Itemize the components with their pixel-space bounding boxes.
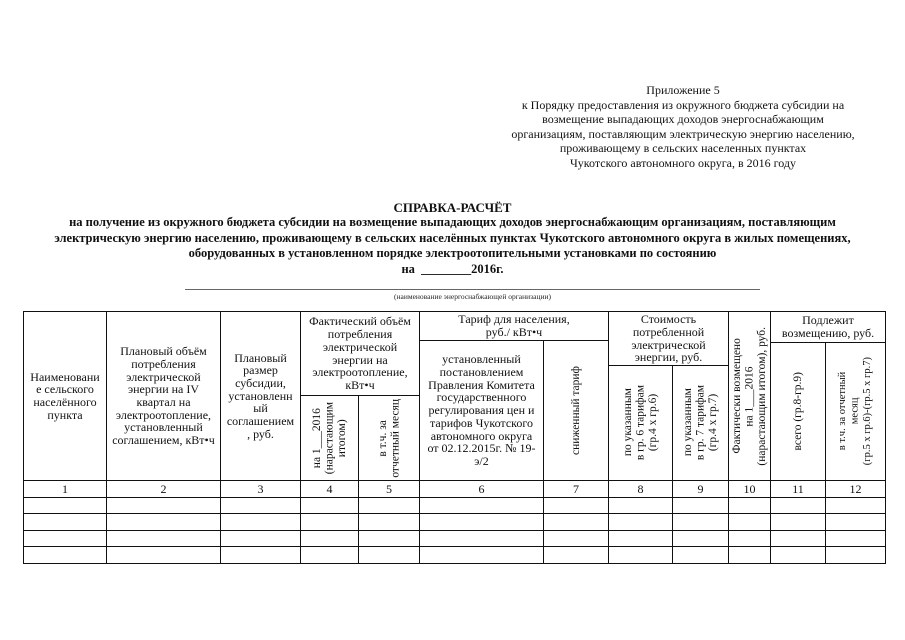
table-cell [359,498,420,514]
table-cell [771,531,826,547]
header-cost-by-col7-label: по указанным в гр. 7 тарифам (гр.4 х гр.7) [681,385,719,461]
column-number: 5 [359,481,420,498]
table-cell [420,514,544,531]
header-actually-reimbursed [728,311,771,481]
header-tariff-reduced [543,340,609,481]
column-number: 12 [826,481,886,498]
table-cell [107,531,221,547]
table-cell [544,547,609,564]
header-planned-volume-label: Плановый объём потребления электрической энергии на IV квартал на электроотопление, установленный соглашением, кВт•ч [112,344,215,448]
table-cell [221,547,301,564]
column-number: 2 [107,481,221,498]
header-cost-by-col6-label: по указанным в гр. 6 тарифам (гр.4 х гр.6) [621,385,659,461]
appendix-note: Приложение 5 к Порядку предоставления из окружного бюджета субсидии на возмещение выпадающих доходов энергоснабжающим организациям, поставляющим электрическую энергию населению, проживающему в сельских населенных пунктах Чукотского автономного округа, в 2016 году [511,83,855,170]
table-cell [609,514,673,531]
table-cell [609,547,673,564]
table-cell [729,514,771,531]
header-actual-volume-group-label: Фактический объём потребления электрической энергии на электроотопление, кВт•ч [309,314,411,392]
header-actual-volume-group [300,311,420,396]
header-actually-reimbursed-label: Фактически возмещено на 1___2016 (нарастающим итогом), руб. [730,326,768,466]
table-cell [420,531,544,547]
column-number: 9 [673,481,729,498]
table-cell [729,531,771,547]
header-actual-volume-cumulative [300,395,359,481]
table-cell [301,514,359,531]
header-cost-group-label: Стоимость потребленной электрической энергии, руб. [631,312,706,365]
table-cell [24,498,107,514]
table-cell [221,514,301,531]
column-number: 10 [729,481,771,498]
header-actual-volume-month-label: в т.ч. за отчетный месяц [376,398,401,478]
header-settlement-name-label: Наименовани е сельского населённого пункта [30,369,100,422]
header-tariff-group [419,311,609,341]
table-cell [420,498,544,514]
table-cell [826,547,886,564]
table-cell [107,514,221,531]
table-cell [673,514,729,531]
table-cell [221,531,301,547]
header-tariff-reduced-label: сниженный тариф [569,365,582,455]
table-cell [221,498,301,514]
table-cell [107,498,221,514]
header-cost-by-col7 [672,365,729,481]
table-cell [544,514,609,531]
header-cost-group [608,311,729,366]
table-cell [826,498,886,514]
table-cell [609,498,673,514]
column-number: 11 [771,481,826,498]
table-cell [609,531,673,547]
column-number: 7 [544,481,609,498]
column-number: 3 [221,481,301,498]
table-cell [359,547,420,564]
header-tariff-group-label: Тариф для населения, руб./ кВт•ч [458,312,570,339]
header-to-reimburse-total [770,342,826,481]
table-body [23,480,886,564]
table-cell [673,498,729,514]
table-cell [301,547,359,564]
header-planned-subsidy [220,311,301,481]
table-cell [673,531,729,547]
table-cell [826,514,886,531]
header-planned-volume [106,311,221,481]
header-cost-by-col6 [608,365,673,481]
table-cell [771,547,826,564]
table-cell [301,531,359,547]
table-cell [420,547,544,564]
header-tariff-established-label: установленный постановлением Правления Комитета государственного регулирования цен и тарифов Чукотского автономного округа от 02.12.2015г. № 19- э/2 [427,352,536,468]
column-number: 8 [609,481,673,498]
header-planned-subsidy-label: Плановый размер субсидии, установленн ый соглашением , руб. [226,350,295,441]
header-to-reimburse-month [825,342,886,481]
document-subtitle: на получение из окружного бюджета субсидии на возмещение выпадающих доходов энергоснабжающим организациям, поставляющим электрическую энергию населению, проживающему в сельских населённых пунктах Чукотского автономного округа в жилых помещениях, оборудованных в установленном порядке электроотопительными установками по состоянию на ________2016г. [54,215,851,277]
header-actual-volume-month [358,395,420,481]
column-number: 1 [24,481,107,498]
column-number: 6 [420,481,544,498]
table-cell [826,531,886,547]
header-settlement-name [23,311,107,481]
table-cell [544,498,609,514]
table-cell [771,498,826,514]
calculation-table [23,311,886,564]
table-cell [673,547,729,564]
table-cell [24,514,107,531]
header-to-reimburse-month-label: в т.ч. за отчетный месяц (гр.5 х гр.6)-(гр.5 х гр.7) [836,357,873,466]
table-cell [729,498,771,514]
table-cell [107,547,221,564]
organization-name-blank-line [185,289,760,290]
header-tariff-established [419,340,544,481]
header-to-reimburse-total-label: всего (гр.8-гр.9) [791,372,804,451]
header-actual-volume-cumulative-label: на 1___2016 (нарастающим итогом) [310,401,348,475]
header-to-reimburse-group [770,311,886,343]
table-cell [359,514,420,531]
header-to-reimburse-group-label: Подлежит возмещению, руб. [781,313,875,340]
table-cell [544,531,609,547]
table-cell [359,531,420,547]
table-cell [24,547,107,564]
table-cell [301,498,359,514]
document-title: СПРАВКА-РАСЧЁТ [393,200,512,215]
table-cell [771,514,826,531]
table-cell [729,547,771,564]
organization-name-caption: (наименование энергоснабжающей организации) [393,292,551,301]
table-cell [24,531,107,547]
column-number: 4 [301,481,359,498]
